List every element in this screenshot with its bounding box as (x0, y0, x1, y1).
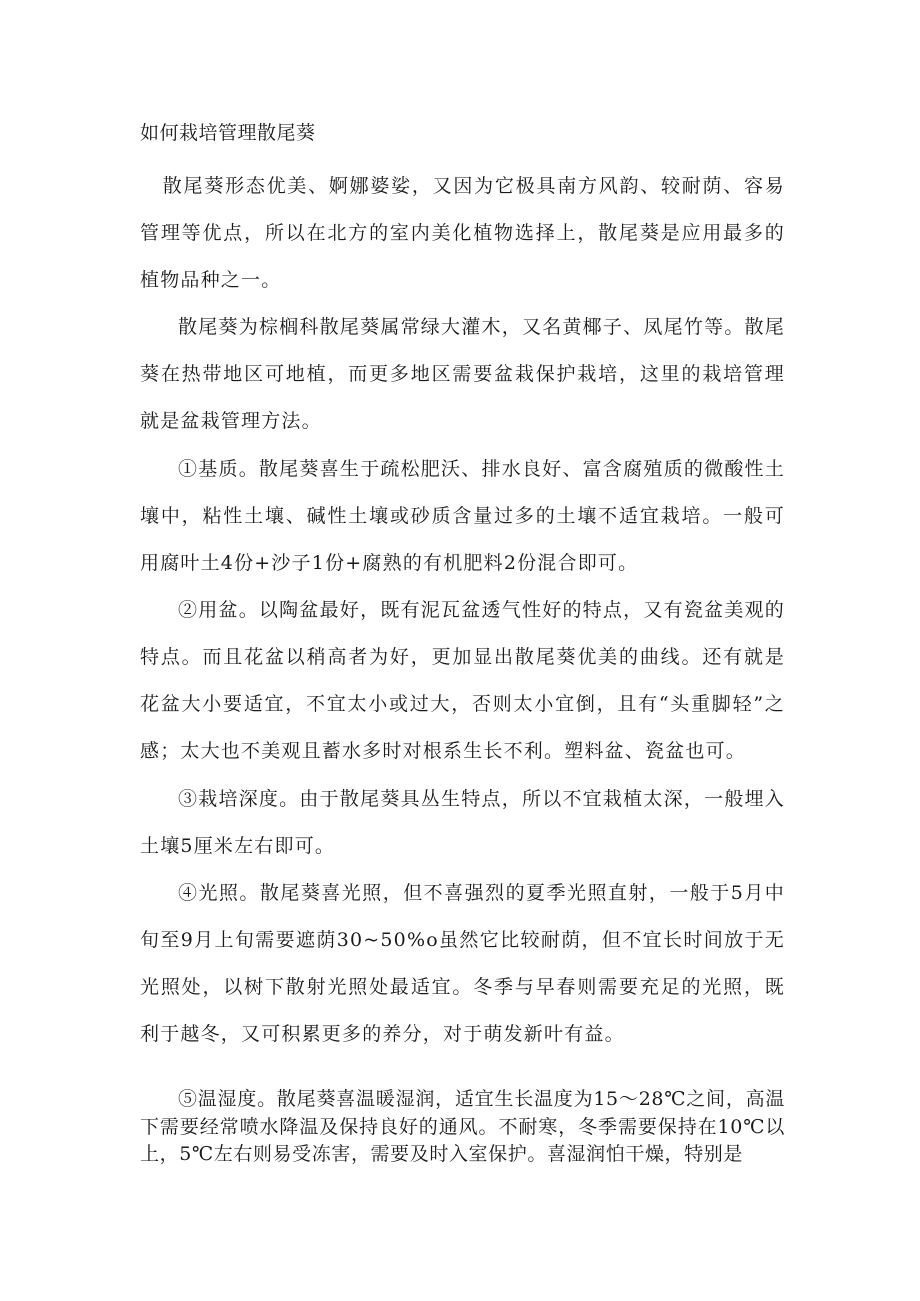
paragraph-substrate: ①基质。散尾葵喜生于疏松肥沃、排水良好、富含腐殖质的微酸性土壤中，粘性土壤、碱性土壤或砂质含量过多的土壤不适宜栽培。一般可用腐叶土4份+沙子1份+腐熟的有机肥料2份混合即可。 (140, 458, 785, 574)
document-title: 如何栽培管理散尾葵 (140, 122, 316, 144)
paragraph-intro: 散尾葵形态优美、婀娜婆娑，又因为它极具南方风韵、较耐荫、容易管理等优点，所以在北方的室内美化植物选择上，散尾葵是应用最多的植物品种之一。 (140, 175, 785, 291)
paragraph-light: ④光照。散尾葵喜光照，但不喜强烈的夏季光照直射，一般于5月中旬至9月上旬需要遮荫30~50%o虽然它比较耐荫，但不宜长时间放于无光照处，以树下散射光照处最适宜。冬季与早春则需要充足的光照，既利于越冬，又可积累更多的养分，对于萌发新叶有益。 (140, 882, 785, 1045)
paragraph-description: 散尾葵为棕榈科散尾葵属常绿大灌木，又名黄椰子、凤尾竹等。散尾葵在热带地区可地植，而更多地区需要盆栽保护栽培，这里的栽培管理就是盆栽管理方法。 (140, 316, 785, 432)
paragraph-pot: ②用盆。以陶盆最好，既有泥瓦盆透气性好的特点，又有瓷盆美观的特点。而且花盆以稍高者为好，更加显出散尾葵优美的曲线。还有就是花盆大小要适宜，不宜太小或过大，否则太小宜倒，且有“头重脚轻”之感；太大也不美观且蓄水多时对根系生长不利。塑料盆、瓷盆也可。 (140, 599, 785, 762)
paragraph-temperature-humidity: ⑤温湿度。散尾葵喜温暖湿润，适宜生长温度为15～28℃之间，高温下需要经常喷水降温及保持良好的通风。不耐寒，冬季需要保持在10℃以上，5℃左右则易受冻害，需要及时入室保护。喜湿润怕干燥，特别是 (140, 1088, 785, 1165)
paragraph-depth: ③栽培深度。由于散尾葵具丛生特点，所以不宜栽植太深，一般埋入土壤5厘米左右即可。 (140, 788, 785, 857)
